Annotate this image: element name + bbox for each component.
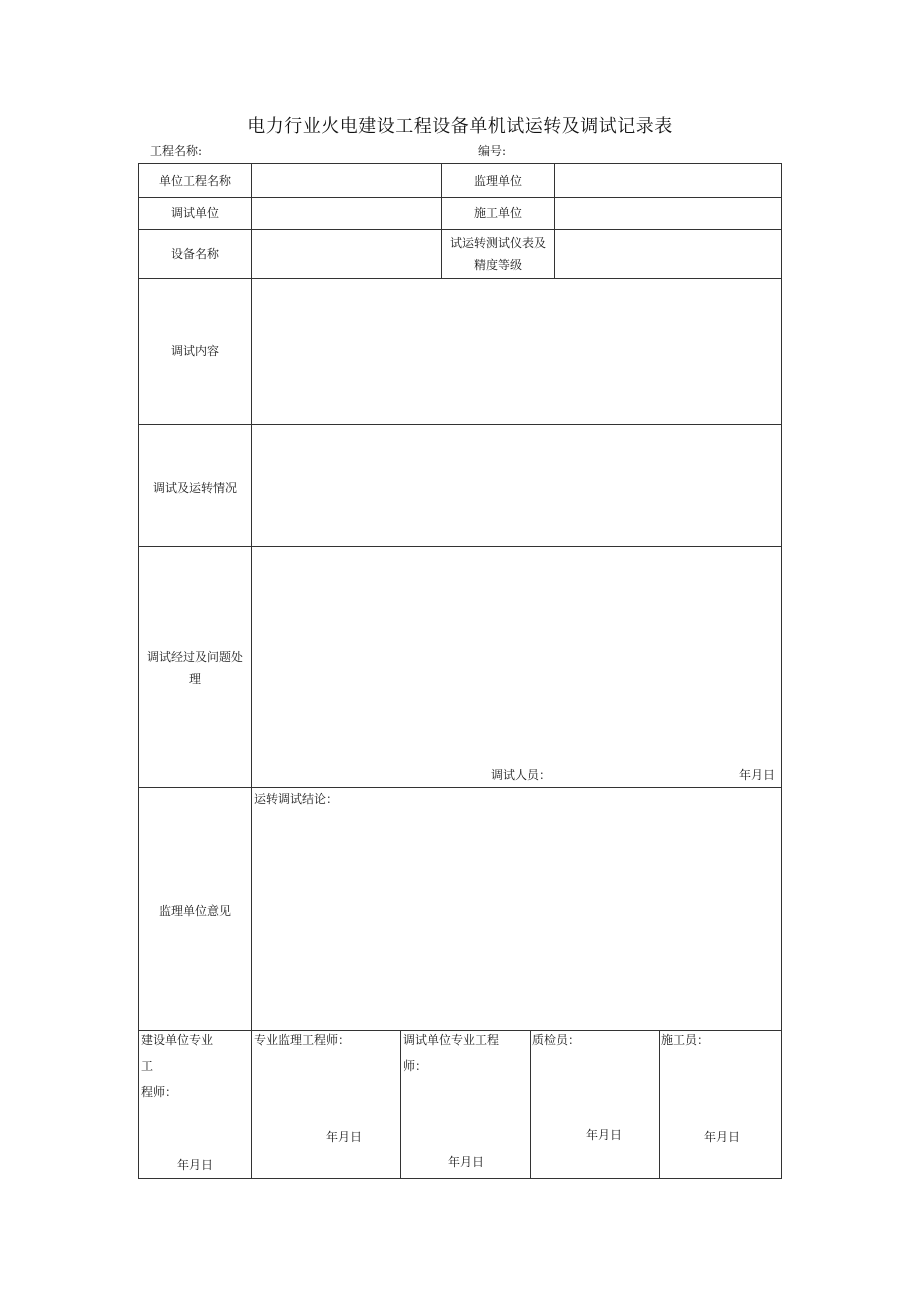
instrument-label-line2: 精度等级 [473, 258, 522, 272]
commission-person-label: 调试人员： [491, 768, 552, 782]
process-label-line1: 调试经过及问题处 [146, 650, 243, 664]
col-divider [530, 1030, 531, 1178]
commission-engineer-line1: 调试单位专业工程 [403, 1033, 500, 1047]
supervision-opinion-label: 监理单位意见 [158, 904, 231, 918]
commission-engineer-line2: 师： [403, 1059, 428, 1073]
supervision-unit-label: 监理单位 [473, 174, 522, 188]
owner-engineer-line1: 建设单位专业 [141, 1033, 214, 1047]
process-date-label: 年月日 [739, 768, 776, 782]
equipment-name-label: 设备名称 [170, 247, 219, 261]
process-field[interactable] [252, 547, 781, 767]
conclusion-label: 运转调试结论： [254, 792, 339, 806]
project-name-label: 工程名称: [150, 144, 203, 158]
owner-engineer-line2: 工 [141, 1059, 154, 1073]
record-table [138, 163, 782, 1179]
instrument-label-line1: 试运转测试仪表及 [449, 236, 546, 250]
supervisor-engineer-label: 专业监理工程师： [254, 1033, 351, 1047]
process-label [139, 646, 251, 690]
commissioning-unit-field[interactable] [252, 198, 441, 229]
owner-engineer-line3: 程师： [141, 1085, 178, 1099]
construction-unit-field[interactable] [555, 198, 781, 229]
col-divider [659, 1030, 660, 1178]
qc-inspector-label: 质检员： [532, 1033, 581, 1047]
qc-inspector-date: 年月日 [585, 1128, 622, 1142]
col-divider [400, 1030, 401, 1178]
operation-status-field[interactable] [252, 425, 781, 546]
commissioning-content-label: 调试内容 [170, 344, 219, 358]
process-label-line2: 理 [188, 672, 201, 686]
supervisor-engineer-date: 年月日 [325, 1130, 362, 1144]
commission-engineer-date: 年月日 [447, 1155, 484, 1169]
builder-date: 年月日 [703, 1130, 740, 1144]
serial-number-label: 编号: [478, 144, 507, 158]
instrument-label [442, 232, 554, 276]
page-title: 电力行业火电建设工程设备单机试运转及调试记录表 [247, 116, 673, 137]
construction-unit-label: 施工单位 [473, 206, 522, 220]
row-divider [139, 787, 781, 788]
unit-project-name-label: 单位工程名称 [158, 174, 231, 188]
equipment-name-field[interactable] [252, 230, 441, 278]
instrument-field[interactable] [555, 230, 781, 278]
supervision-unit-field[interactable] [555, 165, 781, 197]
owner-engineer-date: 年月日 [176, 1158, 213, 1172]
commissioning-content-field[interactable] [252, 279, 781, 424]
conclusion-field[interactable] [252, 812, 781, 1030]
unit-project-name-field[interactable] [252, 165, 441, 197]
commissioning-unit-label: 调试单位 [170, 206, 219, 220]
operation-status-label: 调试及运转情况 [152, 481, 237, 495]
builder-label: 施工员： [661, 1033, 710, 1047]
